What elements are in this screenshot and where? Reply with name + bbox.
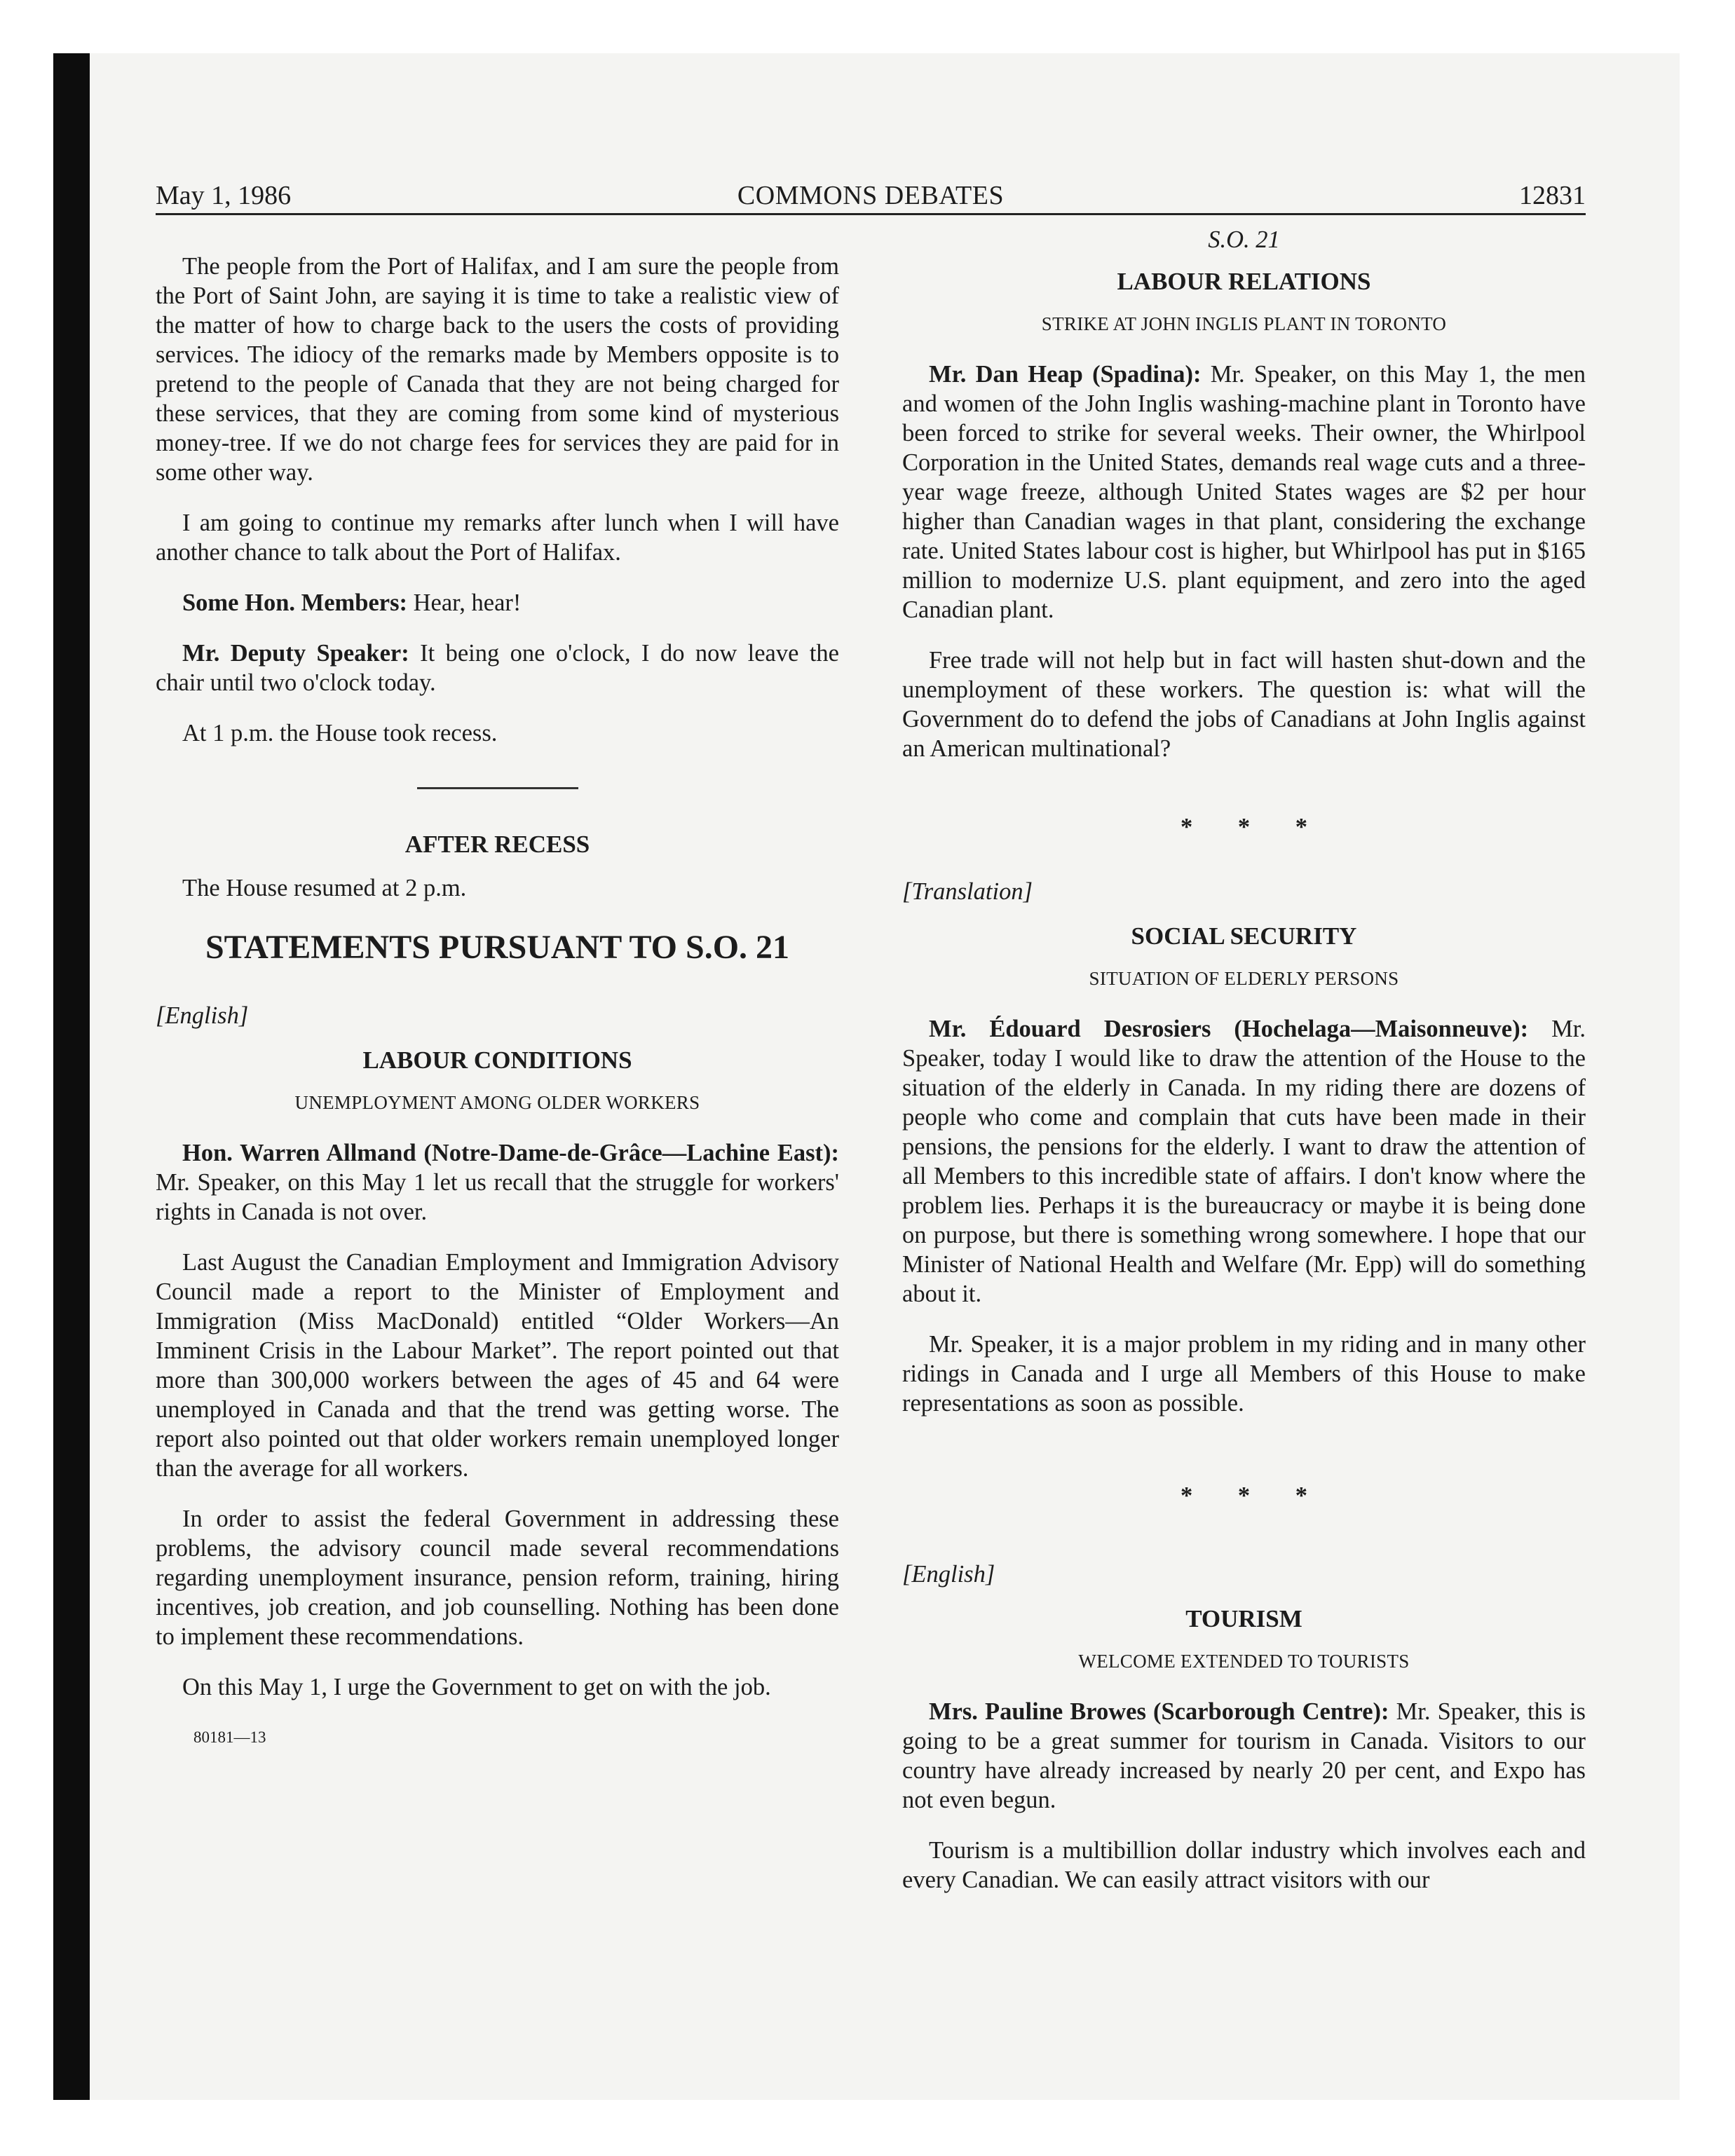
paragraph: On this May 1, I urge the Government to get on with the job. (182, 1674, 771, 1700)
paragraph: I am going to continue my remarks after lunch when I will have another chance to talk about the Port of Halifax. (156, 510, 839, 566)
speaker-name: Mr. Dan Heap (Spadina): (929, 361, 1202, 388)
speech-paragraph (902, 1697, 1586, 1815)
right-column (902, 225, 1586, 1916)
standing-order-label: S.O. 21 (1208, 226, 1280, 253)
speech-paragraph (156, 1138, 839, 1227)
section-separator-stars: * * * (1181, 814, 1327, 840)
speech-text: Mr. Speaker, today I would like to draw the attention of the House to the situation of the elderly in Canada. In my riding there are dozens of people who come and complain that cuts have been made in their pensions, the pensions for the elderly. I want to draw the attention of all Members to this incredible state of affairs. I don't know where the problem lies. Perhaps it is the bureaucracy or maybe it is being done on purpose, but there is something wrong somewhere. I hope that our Minister of National Health and Welfare (Mr. Epp) will do something about it. (902, 1016, 1586, 1307)
subject-heading: SOCIAL SECURITY (1131, 922, 1357, 950)
subsubject-heading: UNEMPLOYMENT AMONG OLDER WORKERS (294, 1092, 700, 1113)
paragraph: In order to assist the federal Government in addressing these problems, the advisory council made several recommendations regarding unemployment insurance, pension reform, training, hiring incentives, job creation, and job counselling. Nothing has been done to implement these recommendations. (156, 1506, 839, 1650)
header-page-number: 12831 (1519, 181, 1586, 210)
speech-paragraph (156, 588, 839, 618)
paragraph: The people from the Port of Halifax, and I am sure the people from the Port of Saint John, are saying it is time to take a realistic view of the matter of how to charge back to the users the costs of providing services. The idiocy of the remarks made by Members opposite is to pretend to the people of Canada that they are not being charged for these services, that they are coming from some kind of mysterious money-tree. If we do not charge fees for services they are paid for in some other way. (156, 253, 839, 486)
subsubject-heading: STRIKE AT JOHN INGLIS PLANT IN TORONTO (1041, 313, 1447, 334)
speech-text: Mr. Speaker, this is going to be a great summer for tourism in Canada. Visitors to our country have already increased by nearly 20 per cent, and Expo has not even begun. (902, 1698, 1586, 1813)
speech-text: Mr. Speaker, on this May 1, the men and women of the John Inglis washing-machine plant in Toronto have been forced to strike for several weeks. Their owner, the Whirlpool Corporation in the United States, demands real wage cuts and a three-year wage freeze, although United States wages are $2 per hour higher than Canadian wages in that plant, considering the exchange rate. United States labour cost is higher, but Whirlpool has put in $165 million to modernize U.S. plant equipment, and zero into the aged Canadian plant. (902, 361, 1586, 623)
subsubject-heading: SITUATION OF ELDERLY PERSONS (1089, 968, 1399, 989)
document-page (156, 178, 1586, 1893)
speaker-name: Mr. Édouard Desrosiers (Hochelaga—Maisonneuve): (929, 1016, 1529, 1042)
speech-text: Hear, hear! (407, 589, 522, 616)
subject-heading: LABOUR RELATIONS (1117, 268, 1371, 295)
section-separator-stars: * * * (1181, 1482, 1327, 1509)
paragraph: At 1 p.m. the House took recess. (182, 720, 498, 746)
paragraph: Mr. Speaker, it is a major problem in my riding and in many other ridings in Canada and I urge all Members of this House to make representations as soon as possible. (902, 1331, 1586, 1417)
statements-heading: STATEMENTS PURSUANT TO S.O. 21 (205, 929, 790, 966)
paragraph: The House resumed at 2 p.m. (182, 875, 467, 901)
speaker-name: Mrs. Pauline Browes (Scarborough Centre): (929, 1698, 1389, 1725)
subject-heading: TOURISM (1185, 1605, 1302, 1632)
speech-paragraph (156, 639, 839, 697)
speech-text: Mr. Speaker, on this May 1 let us recall that the struggle for workers' rights in Canada is not over. (156, 1169, 839, 1225)
language-note: [English] (902, 1561, 995, 1588)
header-title: COMMONS DEBATES (737, 181, 1005, 210)
language-note: [English] (156, 1002, 249, 1029)
subsubject-heading: WELCOME EXTENDED TO TOURISTS (1078, 1651, 1410, 1672)
footer-code: 80181—13 (193, 1728, 266, 1746)
header-date: May 1, 1986 (156, 181, 292, 210)
speaker-name: Mr. Deputy Speaker: (182, 640, 409, 667)
section-divider (417, 787, 578, 789)
scan-left-edge (53, 53, 90, 2100)
running-header (156, 178, 1586, 215)
left-column (156, 252, 839, 1752)
speech-paragraph (902, 1014, 1586, 1309)
subject-heading: LABOUR CONDITIONS (362, 1046, 632, 1074)
speech-text: It being one o'clock, I do now leave the chair until two o'clock today. (156, 640, 839, 696)
paragraph: Tourism is a multibillion dollar industry which involves each and every Canadian. We can easily attract visitors with our (902, 1837, 1586, 1893)
paragraph: Last August the Canadian Employment and Immigration Advisory Council made a report to the Minister of Employment and Immigration (Miss MacDonald) entitled “Older Workers—An Imminent Crisis in the Labour Market”. The report pointed out that more than 300,000 workers between the ages of 45 and 64 were unemployed in Canada and that the trend was getting worse. The report also pointed out that older workers remain unemployed longer than the average for all workers. (156, 1249, 839, 1482)
after-recess-heading: AFTER RECESS (404, 831, 590, 858)
speaker-name: Hon. Warren Allmand (Notre-Dame-de-Grâce—Lachine East): (182, 1140, 839, 1166)
speaker-name: Some Hon. Members: (182, 589, 407, 616)
language-note: [Translation] (902, 878, 1033, 905)
paragraph: Free trade will not help but in fact will hasten shut-down and the unemployment of these workers. The question is: what will the Government do to defend the jobs of Canadians at John Inglis against an American multinational? (902, 647, 1586, 762)
speech-paragraph (902, 360, 1586, 625)
